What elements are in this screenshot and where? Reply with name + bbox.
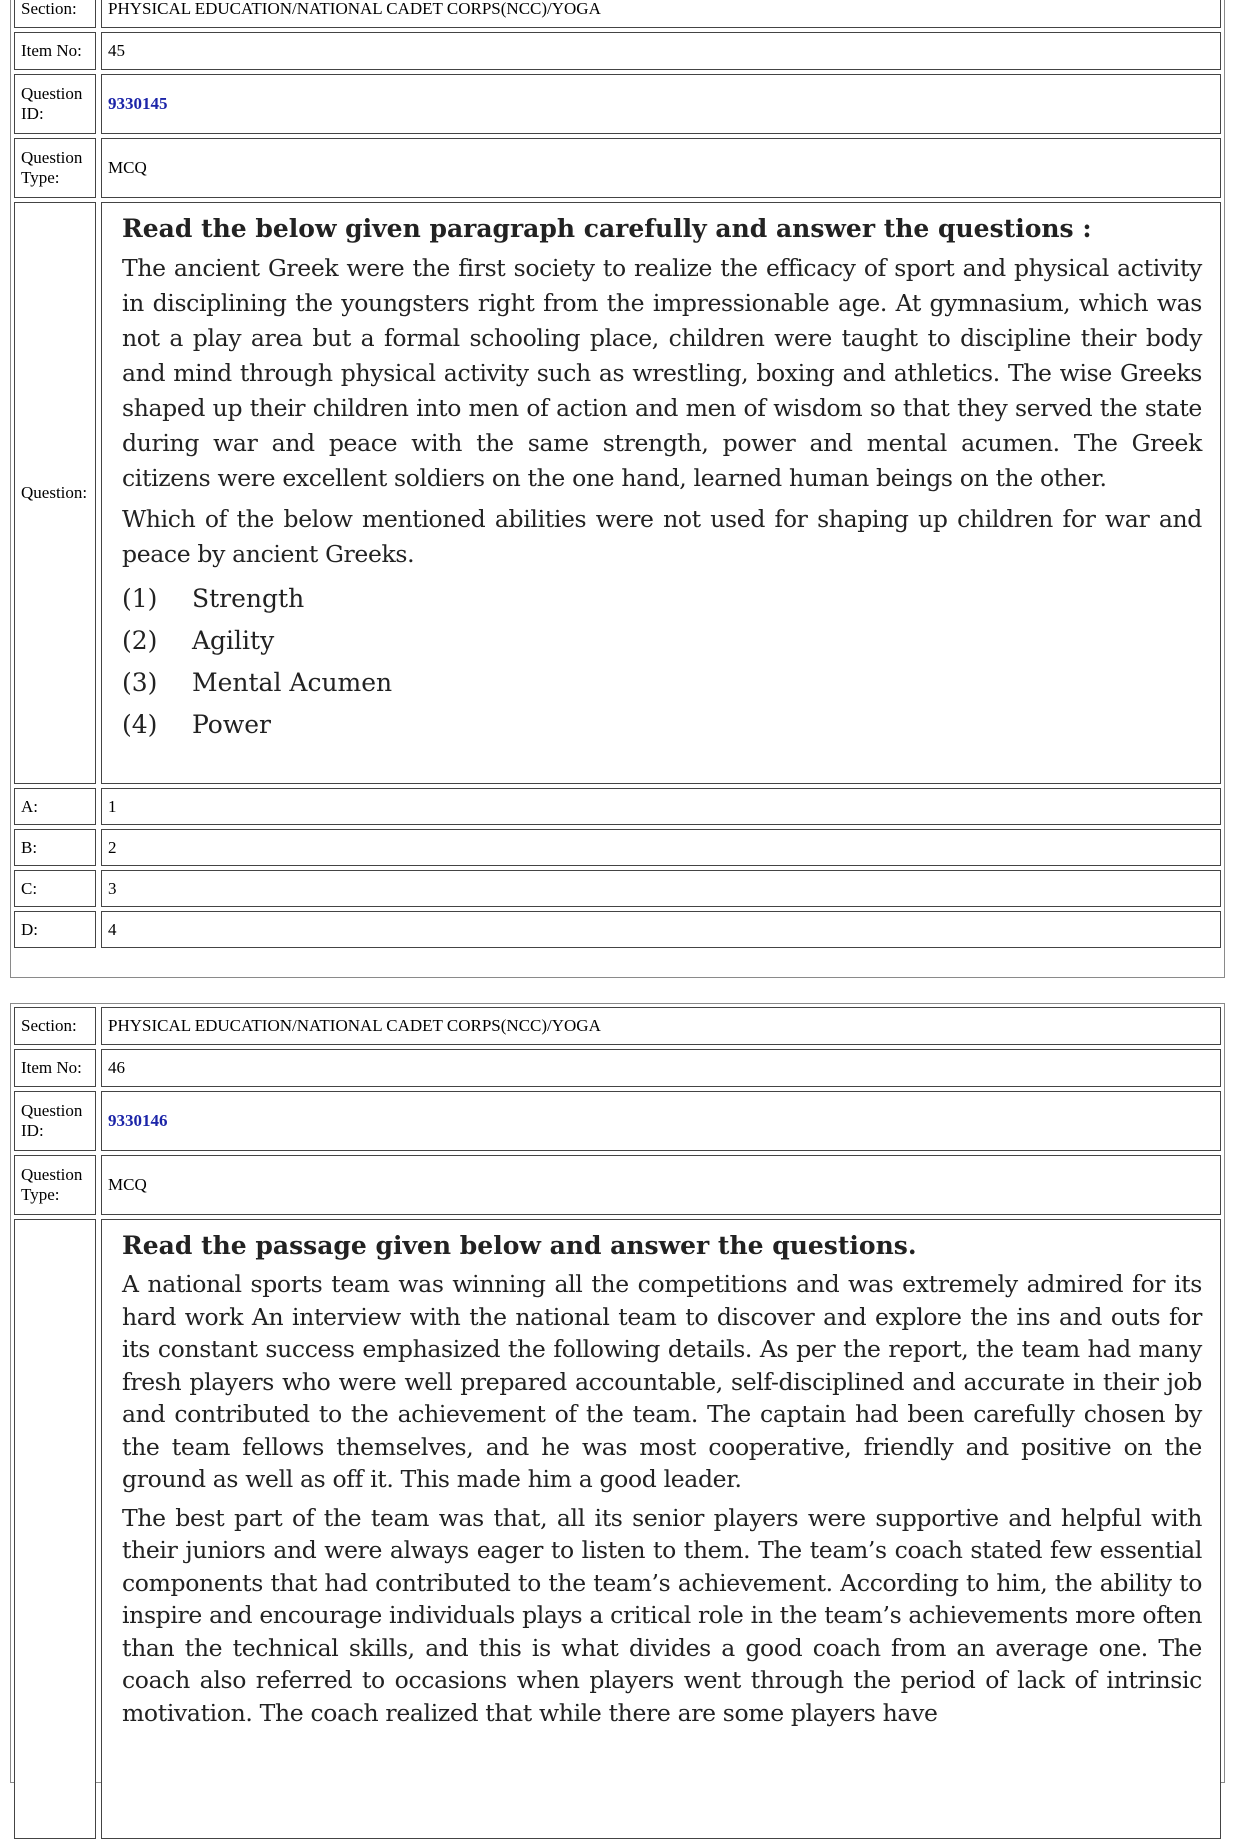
answer-row-b [14,829,1221,866]
answer-d-label: D: [14,911,96,948]
option-number: (1) [122,584,158,613]
question-content [101,1219,1221,1839]
question-id-label: Question ID: [14,1091,96,1151]
question-body [122,1228,1202,1735]
question-table-46 [10,1003,1225,1783]
section-row [14,1007,1221,1045]
section-value: PHYSICAL EDUCATION/NATIONAL CADET CORPS(NCC)/YOGA [101,0,1221,28]
question-type-value: MCQ [101,1155,1221,1215]
option-text: Power [192,710,272,739]
question-id-row [14,1091,1221,1151]
option-text: Mental Acumen [192,668,393,697]
answer-b-value: 2 [101,829,1221,866]
question-label [14,1219,96,1839]
section-row [14,0,1221,28]
question-type-label: Question Type: [14,1155,96,1215]
item-no-label: Item No: [14,32,96,70]
question-paragraph: The ancient Greek were the first society to realize the efficacy of sport and physical activity in disciplining the youngsters right from the impressionable age. At gymnasium, which was not a play area but a formal schooling place, children were taught to discipline their body and mind through physical activity such as wrestling, boxing and athletics. The wise Greeks shaped up their children into men of action and men of wisdom so that they served the state during war and peace with the same strength, power and mental acumen. The Greek citizens were excellent soldiers on the one hand, learned human beings on the other. [122,254,1202,492]
option-item [122,620,1202,662]
question-id-label: Question ID: [14,74,96,134]
question-prompt: Which of the below mentioned abilities were not used for shaping up children for war and peace by ancient Greeks. [122,505,1202,568]
answer-row-d [14,911,1221,948]
question-type-label: Question Type: [14,138,96,198]
section-label: Section: [14,1007,96,1045]
answer-a-label: A: [14,788,96,825]
item-no-label: Item No: [14,1049,96,1087]
question-row [14,1219,1221,1839]
item-no-value: 46 [101,1049,1221,1087]
question-row [14,202,1221,784]
question-content [101,202,1221,784]
option-number: (2) [122,626,158,655]
option-number: (3) [122,668,158,697]
question-id-row [14,74,1221,134]
option-text: Agility [192,626,275,655]
item-no-row [14,32,1221,70]
question-label: Question: [14,202,96,784]
option-number: (4) [122,710,158,739]
question-paragraph: The best part of the team was that, all its senior players were supportive and helpful with their juniors and were always eager to listen to them. The team’s coach stated few essential components that had contributed to the team’s achievement. According to him, the ability to inspire and encourage individuals plays a critical role in the team’s achievements more often than the technical skills, and this is what divides a good coach from an average one. The coach also referred to occasions when players went through the period of lack of intrinsic motivation. The coach realized that while there are some players have [122,1503,1202,1727]
answer-row-a [14,788,1221,825]
option-item [122,704,1202,746]
question-heading: Read the below given paragraph carefully and answer the questions : [122,214,1092,243]
question-type-row [14,138,1221,198]
answer-d-value: 4 [101,911,1221,948]
question-id-value: 9330145 [101,74,1221,134]
option-text: Strength [192,584,305,613]
question-paragraph: A national sports team was winning all the competitions and was extremely admired for its hard work An interview with the national team to discover and explore the ins and outs for its constant success emphasized the following details. As per the report, the team had many fresh players who were well prepared accountable, self-disciplined and accurate in their job and contributed to the achievement of the team. The captain had been carefully chosen by the team fellows themselves, and he was most cooperative, friendly and positive on the ground as well as off it. This made him a good leader. [122,1270,1202,1493]
option-item [122,662,1202,704]
answer-row-c [14,870,1221,907]
answer-b-label: B: [14,829,96,866]
question-type-value: MCQ [101,138,1221,198]
item-no-row [14,1049,1221,1087]
question-heading: Read the passage given below and answer the questions. [122,1231,917,1260]
question-table-45 [10,0,1225,978]
question-id-value: 9330146 [101,1091,1221,1151]
answer-c-label: C: [14,870,96,907]
answer-a-value: 1 [101,788,1221,825]
question-body [122,211,1202,746]
answer-c-value: 3 [101,870,1221,907]
section-value: PHYSICAL EDUCATION/NATIONAL CADET CORPS(NCC)/YOGA [101,1007,1221,1045]
option-item [122,578,1202,620]
item-no-value: 45 [101,32,1221,70]
section-label: Section: [14,0,96,28]
question-type-row [14,1155,1221,1215]
